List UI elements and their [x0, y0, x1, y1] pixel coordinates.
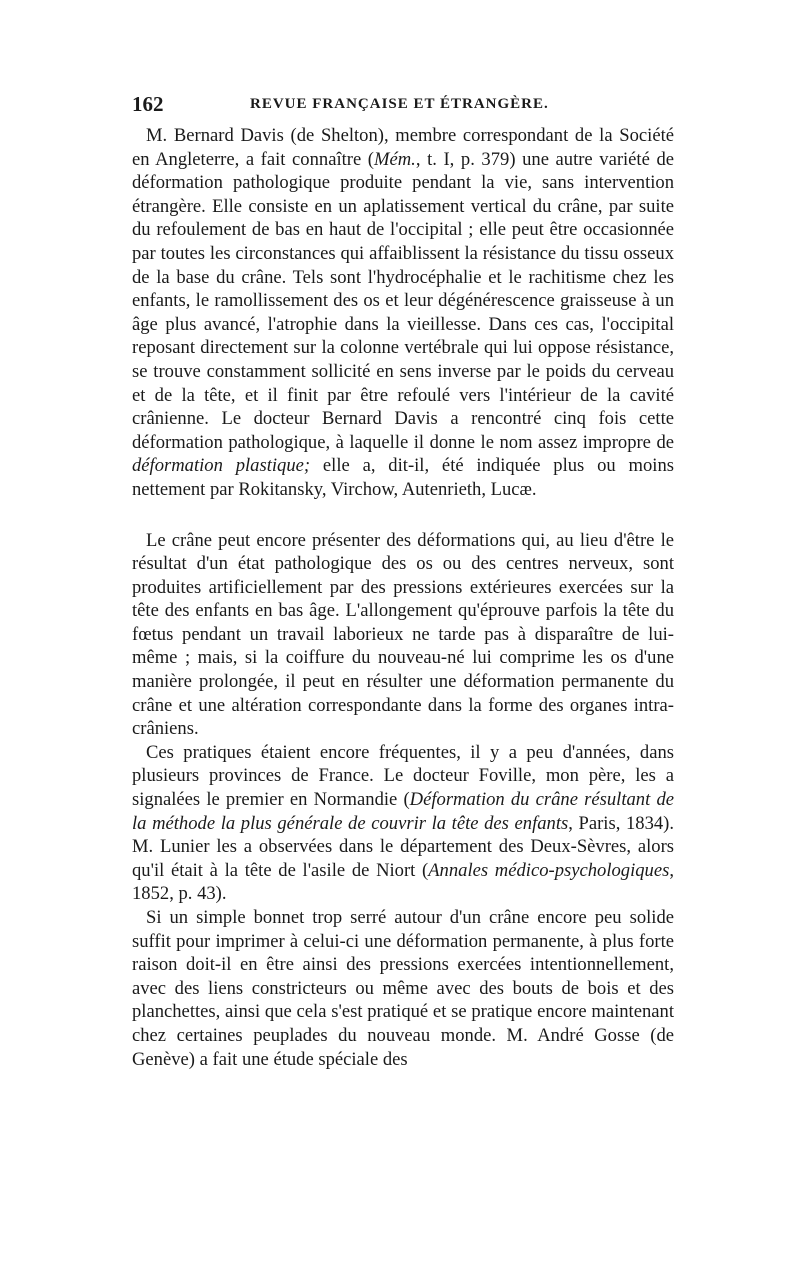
italic-text: Annales médico-psychologiques	[428, 859, 670, 881]
text-run: elle a, dit-il, été indiquée plus ou moins nettement par Rokitansky, Virchow, Autenrieth, Lucæ.	[132, 455, 674, 500]
paragraph	[132, 124, 674, 502]
book-page	[132, 92, 674, 1071]
text-run: Le crâne peut encore présenter des déformations qui, au lieu d'être le résultat d'un état pathologique des os ou des centres nerveux, sont produites artificiellement par des pressions extérieures exercées sur la tête des enfants en bas âge. L'allongement qu'éprouve parfois la tête du fœtus pendant un travail laborieux ne tarde pas à disparaître de lui-même ; mais, si la coiffure du nouveau-né lui comprime les os d'une manière prolongée, il peut en résulter une déformation permanente du crâne et une altération correspondante dans la forme des organes intra-crâniens.	[132, 529, 674, 740]
text-run: , 1852, p. 43).	[132, 859, 674, 905]
body-text	[132, 124, 674, 1071]
text-run: , t. I, p. 379) une autre variété de déformation pathologique produite pendant la vie, sans intervention étrangère. Elle consiste en un aplatissement vertical du crâne, par suite du refoulement de bas en haut de l'occipital ; elle peut être occasionnée par toutes les circonstances qui affaiblissent la résistance du tissu osseux de la base du crâne. Tels sont l'hydrocéphalie et le rachitisme chez les enfants, le ramollissement des os et leur dégénérescence graisseuse à un âge plus avancé, l'atrophie dans la vieillesse. Dans ces cas, l'occipital reposant directement sur la colonne vertébrale qui lui oppose résistance, se trouve constamment sollicité en sens inverse par le poids du cerveau et de la tête, et il finit par être refoulé vers l'intérieur de la cavité crânienne. Le docteur Bernard Davis a rencontré cinq fois cette déformation pathologique, à laquelle il donne le nom assez impropre de	[132, 148, 674, 453]
running-title: REVUE FRANÇAISE ET ÉTRANGÈRE.	[250, 96, 549, 112]
page-number: 162	[132, 92, 164, 116]
italic-text: Mém.	[374, 148, 416, 170]
text-run: M. Bernard Davis (de Shelton), membre correspondant de la Société en Angleterre, a fait connaître (	[132, 125, 674, 170]
text-run: , Paris, 1834). M. Lunier les a observées dans le département des Deux-Sèvres, alors qu'il était à la tête de l'asile de Niort (	[132, 812, 675, 881]
italic-text: Déformation du crâne résultant de la méthode la plus générale de couvrir la tête des enfants	[132, 789, 674, 834]
paragraph	[132, 529, 674, 741]
paragraph	[132, 906, 674, 1071]
italic-text: déformation plastique;	[132, 455, 311, 477]
text-run: Ces pratiques étaient encore fréquentes, il y a peu d'années, dans plusieurs provinces de France. Le docteur Foville, mon père, les a signalées le premier en Normandie (	[132, 741, 674, 811]
text-run: Si un simple bonnet trop serré autour d'un crâne encore peu solide suffit pour imprimer à celui-ci une déformation permanente, à plus forte raison doit-il en être ainsi des pressions exercées intentionnellement, avec des liens constricteurs ou même avec des bouts de bois et des planchettes, ainsi que cela s'est pratiqué et se pratique encore maintenant chez certaines peuplades du nouveau monde. M. André Gosse (de Genève) a fait une étude spéciale des	[132, 907, 674, 1070]
running-head	[132, 92, 674, 118]
paragraph	[132, 741, 674, 906]
